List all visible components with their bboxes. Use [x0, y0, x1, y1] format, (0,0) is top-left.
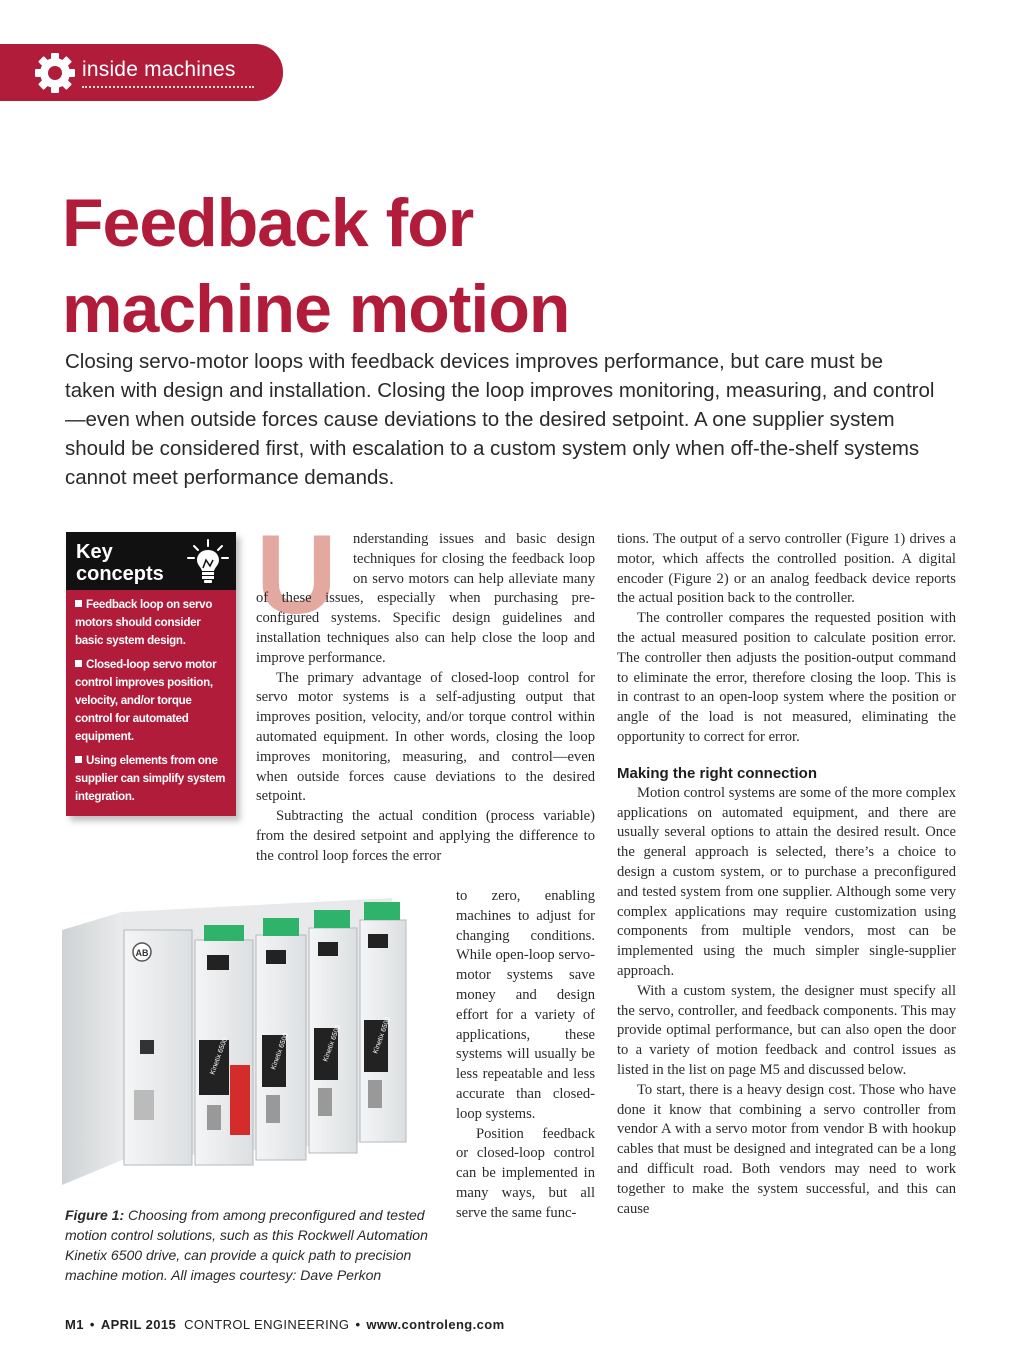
key-concept-item	[75, 656, 231, 746]
key-concepts-header	[66, 532, 236, 590]
body-col1	[256, 530, 595, 867]
gear-icon	[33, 51, 77, 95]
article-title-line2: machine motion	[62, 271, 570, 347]
drop-cap-space	[256, 530, 353, 589]
article-deck: Closing servo-motor loops with feedback devices improves performance, but care must be taken with design and installation. Closing the loop improves monitoring, measuring, and control—even when outside forces cause deviations to the desired setpoint. A one supplier system should be considered first, with escalation to a custom system only when off-the-shelf systems cannot meet performance demands.	[65, 350, 935, 489]
body-paragraph-1: nderstanding issues and basic design techniques for closing the feedback loop on servo motors can help alleviate many of these issues, especially when purchasing pre-configured systems. Specific design guidelines and installation techniques also can help close the loop and improve performance.	[256, 531, 595, 666]
bullet-square-icon	[75, 600, 82, 607]
key-concepts-title-line2: concepts	[76, 563, 164, 585]
body-paragraph-2: The primary advantage of closed-loop control for servo motor systems is a self-adjusting output that improves position, velocity, and/or torque control within automated equipment. In other words, closing the loop improves monitoring, measuring, and control—even when outside forces cause deviations to the desired setpoint.	[256, 669, 595, 805]
key-concept-item	[75, 752, 231, 806]
page-number: M1	[65, 1317, 84, 1332]
section-label: inside machines	[82, 58, 236, 81]
module-label: Kinetix 6500	[372, 1016, 393, 1055]
key-concepts-box	[66, 532, 236, 816]
issue-date: APRIL 2015	[100, 1317, 177, 1332]
body-paragraph-5: tions. The output of a servo controller (Figure 1) drives a motor, which affects the controlled position. A digital encoder (Figure 2) or an analog feedback device reports the actual position back to the controller.	[617, 531, 956, 607]
figure-caption	[65, 1205, 445, 1285]
body-paragraph-9: To start, there is a heavy design cost. Those who have done it know that combining a servo controller from vendor A with a servo motor from vendor B with hookup cables that must be designed and integrated can be a long and difficult road. Both vendors may need to work together to make the system successful, and this can cause	[617, 1081, 956, 1217]
drop-cap: U	[256, 512, 337, 637]
body-paragraph-7: Motion control systems are some of the more complex applications on automated equipment, and there are usually several options to attain the desired result. Once the general approach is selected, there’s a choice to design a custom system, or to purchase a preconfigured and tested system from one supplier. Although some very complex applications may require customization using components from multiple vendors, most can be implemented using the much simpler single-supplier approach.	[617, 784, 956, 979]
key-concepts-title	[76, 541, 164, 585]
subhead: Making the right connection	[617, 764, 818, 782]
module-label: Kinetix 6500	[209, 1037, 230, 1076]
body-paragraph-8: With a custom system, the designer must specify all the servo, controller, and feedback components. This may provide optimal performance, but can also open the door to a variety of motion feedback and control issues as listed in the list on page M5 and discussed below.	[617, 982, 956, 1078]
article-title-line1: Feedback for	[62, 185, 474, 261]
servo-drive-photo	[62, 890, 442, 1195]
article-title	[62, 180, 962, 352]
module-label: Kinetix 6500	[322, 1024, 343, 1063]
separator: •	[355, 1317, 361, 1332]
page-footer	[65, 1317, 505, 1332]
key-concept-text: Closed-loop servo motor control improves position, velocity, and/or torque control for automated equipment.	[75, 658, 217, 743]
body-paragraph-3: Subtracting the actual condition (process variable) from the desired setpoint and applying the difference to the control loop forces the error	[256, 808, 595, 864]
publication-name: CONTROL ENGINEERING	[184, 1317, 350, 1332]
section-underline	[82, 86, 254, 88]
drive-logo: AB	[135, 948, 149, 958]
body-col2	[617, 530, 956, 1219]
body-paragraph-3-cont: to zero, enabling machines to adjust for changing conditions. While open-loop servo-motor systems save money and design effort for a variety of applications, these systems will usually be less repeatable and less accurate than closed-loop systems.	[456, 888, 595, 1122]
body-col1-narrow	[456, 887, 595, 1224]
body-paragraph-6: The controller compares the requested position with the actual measured position to calculate position error. The controller then adjusts the position-output command to eliminate the error, therefore closing the loop. This is in contrast to an open-loop system where the position or angle of the load is not measured, eliminating the opportunity to correct for error.	[617, 610, 956, 745]
separator: •	[89, 1317, 95, 1332]
bullet-square-icon	[75, 756, 82, 763]
publication-url: www.controleng.com	[366, 1317, 505, 1332]
module-label: Kinetix 6500	[270, 1032, 291, 1071]
key-concepts-title-line1: Key	[76, 541, 113, 563]
lightbulb-icon	[186, 538, 230, 586]
key-concept-text: Feedback loop on servo motors should consider basic system design.	[75, 598, 213, 647]
key-concepts-list	[75, 596, 231, 812]
key-concept-text: Using elements from one supplier can simplify system integration.	[75, 754, 226, 803]
bullet-square-icon	[75, 660, 82, 667]
body-paragraph-4: Position feedback or closed-loop control can be implemented in many ways, but all serve the same func-	[456, 1125, 595, 1221]
key-concept-item	[75, 596, 231, 650]
figure-caption-text: Choosing from among preconfigured and tested motion control solutions, such as this Rockwell Automation Kinetix 6500 drive, can provide a quick path to precision machine motion. All images courtesy: Dave Perkon	[65, 1207, 428, 1283]
figure-label: Figure 1:	[65, 1207, 125, 1223]
